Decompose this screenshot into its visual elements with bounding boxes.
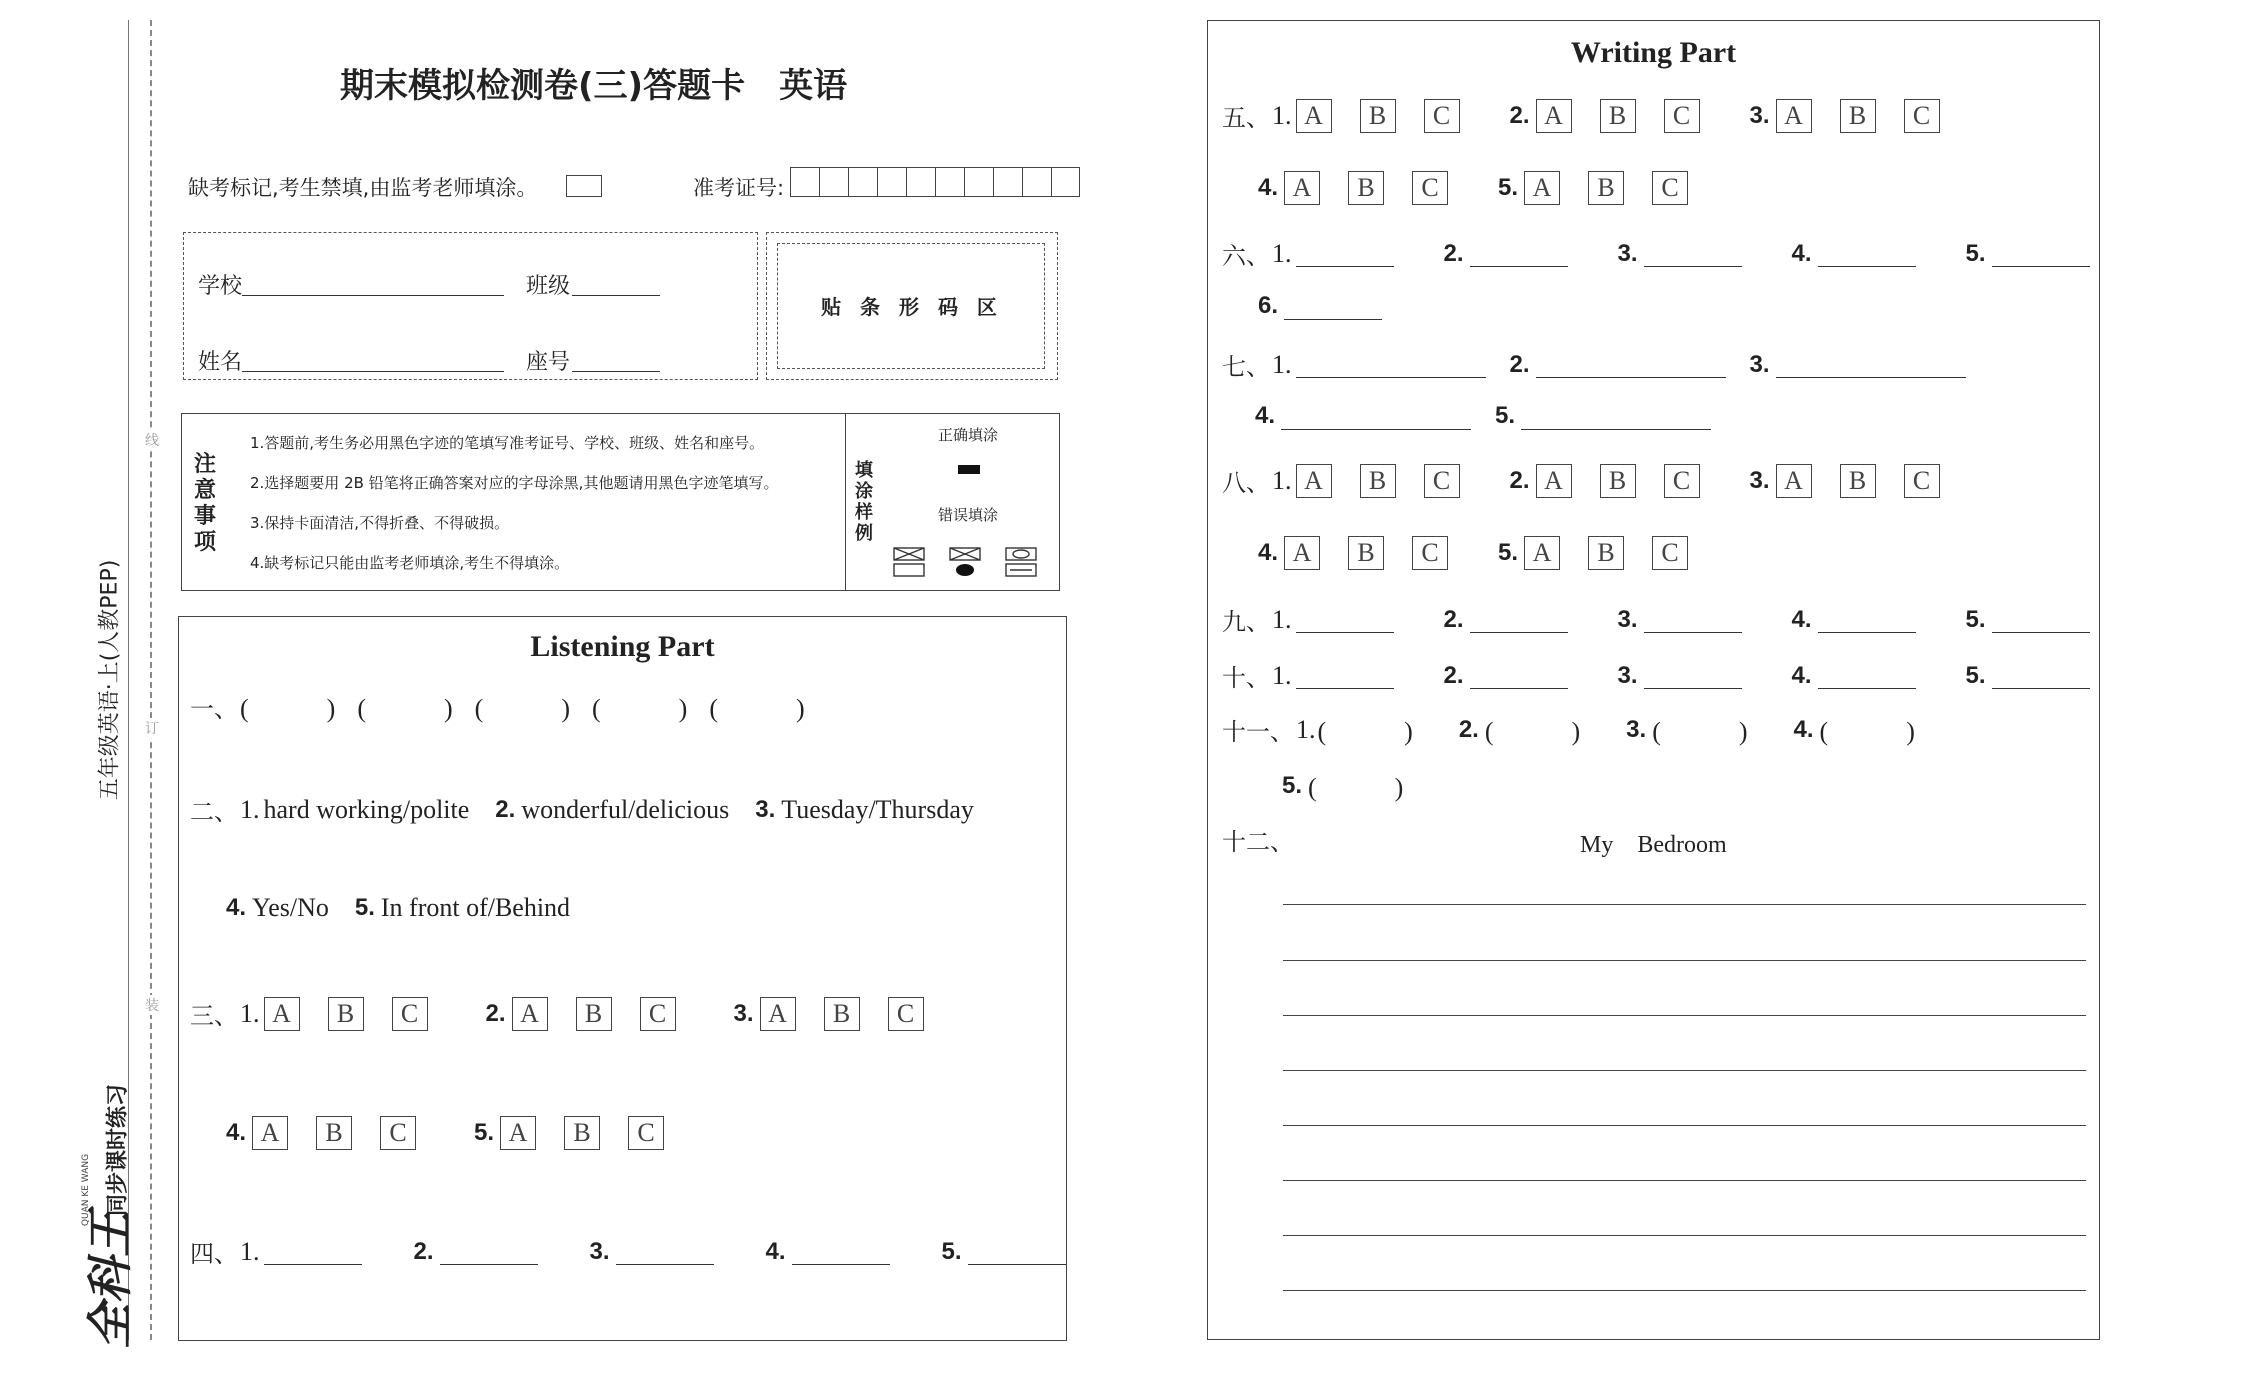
seat-field[interactable]: [572, 371, 660, 372]
writing-q5-row-2: [1258, 171, 1716, 205]
q9-blank-4[interactable]: [1818, 606, 1916, 633]
q5-1-option-b[interactable]: B: [1360, 99, 1396, 133]
q4-num-1: 1.: [240, 1236, 260, 1266]
exam-number-label: 准考证号:: [693, 176, 785, 200]
writing-q9-row: [1222, 602, 2090, 637]
q5-num-1: 1.: [1272, 100, 1292, 130]
q4-blank-3[interactable]: [616, 1238, 714, 1265]
q2-item-3-text[interactable]: Tuesday/Thursday: [781, 794, 974, 824]
absent-note: 缺考标记,考生禁填,由监考老师填涂。: [188, 176, 538, 200]
q5-2-option-c[interactable]: C: [1664, 99, 1700, 133]
listening-q4-row: [190, 1234, 1066, 1269]
barcode-label: 贴 条 形 码 区: [821, 295, 1003, 319]
q3-3-option-c[interactable]: C: [888, 997, 924, 1031]
writing-title: Writing Part: [1570, 36, 1737, 69]
q3-1-option-a[interactable]: A: [264, 997, 300, 1031]
page-title: 期末模拟检测卷(三)答题卡 英语: [340, 66, 848, 106]
class-field[interactable]: [572, 295, 660, 296]
notes-item-1: 1.答题前,考生务必用黑色字迹的笔填写准考证号、学校、班级、姓名和座号。: [250, 434, 765, 452]
q10-blank-2[interactable]: [1470, 662, 1568, 689]
sample-title: 填涂样例: [855, 460, 873, 544]
q2-item-5-text[interactable]: In front of/Behind: [380, 893, 571, 922]
q3-2-option-b[interactable]: B: [576, 997, 612, 1031]
cut-label-line: 线: [145, 430, 159, 450]
q3-2-option-a[interactable]: A: [512, 997, 548, 1031]
q5-3-option-c[interactable]: C: [1904, 99, 1940, 133]
q3-5-option-c[interactable]: C: [628, 1116, 664, 1150]
q8-1-option-a[interactable]: A: [1296, 464, 1332, 498]
q5-label: 五、: [1222, 104, 1270, 132]
q5-num-2: 2.: [1509, 101, 1530, 129]
writing-q11-row-2: [1282, 767, 1403, 804]
q8-4-option-b[interactable]: B: [1348, 536, 1384, 570]
q7-blank-2[interactable]: [1536, 351, 1726, 378]
essay-line-2[interactable]: [1283, 960, 2086, 961]
q7-num-1: 1.: [1272, 349, 1292, 379]
q2-label: 二、: [190, 798, 238, 826]
correct-fill-label: 正确填涂: [938, 426, 999, 444]
q7-blank-1[interactable]: [1296, 351, 1486, 378]
correct-fill-mark: [958, 465, 980, 474]
q10-num-2: 2.: [1443, 661, 1464, 689]
absent-mark-box[interactable]: [566, 175, 602, 197]
listening-q2-row-1: [190, 792, 974, 827]
q5-5-option-b[interactable]: B: [1588, 171, 1624, 205]
q6-blank-2[interactable]: [1470, 240, 1568, 267]
q8-3-option-c[interactable]: C: [1904, 464, 1940, 498]
writing-q11-row-1: [1222, 711, 1915, 748]
q3-label: 三、: [190, 1002, 238, 1030]
q7-num-3: 3.: [1749, 350, 1770, 378]
q7-label: 七、: [1222, 353, 1270, 381]
q6-num-3: 3.: [1617, 239, 1638, 267]
q3-num-3: 3.: [733, 999, 754, 1027]
q5-4-option-c[interactable]: C: [1412, 171, 1448, 205]
q8-4-option-c[interactable]: C: [1412, 536, 1448, 570]
q3-num-4: 4.: [226, 1119, 247, 1146]
student-info-box: [183, 232, 758, 380]
listening-q3-row-2: [226, 1116, 692, 1150]
q4-num-5: 5.: [941, 1237, 962, 1265]
q9-num-5: 5.: [1965, 605, 1986, 633]
q8-num-2: 2.: [1509, 466, 1530, 494]
q5-num-3: 3.: [1749, 101, 1770, 129]
q5-5-option-c[interactable]: C: [1652, 171, 1688, 205]
q5-4-option-b[interactable]: B: [1348, 171, 1384, 205]
q11-answer-1[interactable]: ( ): [1317, 717, 1413, 746]
q6-blank-6[interactable]: [1284, 293, 1382, 320]
q1-answer-3[interactable]: ( ): [474, 694, 570, 723]
q4-num-4: 4.: [765, 1237, 786, 1265]
notes-item-4: 4.缺考标记只能由监考老师填涂,考生不得填涂。: [250, 554, 570, 572]
listening-q1-row: [190, 688, 805, 725]
q8-5-option-b[interactable]: B: [1588, 536, 1624, 570]
cut-label-ding: 订: [145, 718, 159, 738]
brand-subtitle: 同步课时练习: [105, 1083, 131, 1217]
q11-label: 十一、: [1222, 718, 1294, 746]
q6-num-2: 2.: [1443, 239, 1464, 267]
writing-q5-row-1: [1222, 98, 1968, 133]
exam-number-boxes[interactable]: [790, 167, 1080, 197]
q3-4-option-a[interactable]: A: [252, 1116, 288, 1150]
q8-1-option-c[interactable]: C: [1424, 464, 1460, 498]
q3-num-5: 5.: [474, 1119, 495, 1146]
q2-item-5-num: 5.: [354, 894, 375, 921]
book-title: 五年级英语·上(人教PEP): [97, 559, 123, 801]
q10-num-3: 3.: [1617, 661, 1638, 689]
q6-label: 六、: [1222, 242, 1270, 270]
q4-blank-5[interactable]: [968, 1238, 1066, 1265]
q2-item-1-text[interactable]: hard working/polite: [263, 794, 470, 824]
q8-1-option-b[interactable]: B: [1360, 464, 1396, 498]
q9-blank-5[interactable]: [1992, 606, 2090, 633]
school-label: 学校: [198, 274, 243, 299]
notes-item-3: 3.保持卡面清洁,不得折叠、不得破损。: [250, 514, 510, 532]
barcode-area: [766, 232, 1058, 380]
q2-item-3-num: 3.: [755, 795, 776, 823]
writing-q10-row: [1222, 658, 2090, 693]
q4-label: 四、: [190, 1240, 238, 1268]
q8-3-option-a[interactable]: A: [1776, 464, 1812, 498]
q9-num-3: 3.: [1617, 605, 1638, 633]
q6-num-5: 5.: [1965, 239, 1986, 267]
q10-num-5: 5.: [1965, 661, 1986, 689]
q8-num-5: 5.: [1498, 539, 1519, 566]
listening-title: Listening Part: [530, 630, 715, 663]
q5-1-option-a[interactable]: A: [1296, 99, 1332, 133]
q3-4-option-c[interactable]: C: [380, 1116, 416, 1150]
q6-blank-3[interactable]: [1644, 240, 1742, 267]
essay-line-3[interactable]: [1283, 1015, 2086, 1016]
q3-3-option-b[interactable]: B: [824, 997, 860, 1031]
q3-3-option-a[interactable]: A: [760, 997, 796, 1031]
q6-num-6: 6.: [1258, 292, 1279, 319]
class-label: 班级: [526, 274, 571, 299]
writing-q6-row-2: [1258, 292, 1382, 320]
writing-q7-row-1: [1222, 347, 1966, 382]
q7-blank-5[interactable]: [1521, 403, 1711, 430]
q5-3-option-b[interactable]: B: [1840, 99, 1876, 133]
q6-num-1: 1.: [1272, 238, 1292, 268]
writing-q7-row-2: [1255, 402, 1711, 430]
q4-blank-4[interactable]: [792, 1238, 890, 1265]
brand-logo: [72, 1080, 142, 1349]
essay-line-4[interactable]: [1283, 1070, 2086, 1071]
q11-answer-4[interactable]: ( ): [1819, 717, 1915, 746]
q1-answer-1[interactable]: ( ): [240, 694, 336, 723]
listening-q2-row-2: [226, 893, 570, 923]
cut-label-zhuang: 装: [145, 995, 159, 1015]
q10-num-1: 1.: [1272, 660, 1292, 690]
q3-1-option-b[interactable]: B: [328, 997, 364, 1031]
brand-name: 全科王: [83, 1211, 137, 1349]
q9-num-4: 4.: [1791, 605, 1812, 633]
q11-answer-3[interactable]: ( ): [1652, 717, 1748, 746]
q2-item-4-text[interactable]: Yes/No: [252, 893, 329, 922]
q8-4-option-a[interactable]: A: [1284, 536, 1320, 570]
essay-line-1[interactable]: [1283, 904, 2086, 905]
q10-blank-4[interactable]: [1818, 662, 1916, 689]
q9-label: 九、: [1222, 608, 1270, 636]
q4-blank-1[interactable]: [264, 1238, 362, 1265]
q1-answer-2[interactable]: ( ): [357, 694, 453, 723]
q3-2-option-c[interactable]: C: [640, 997, 676, 1031]
q3-num-2: 2.: [485, 999, 506, 1027]
q8-5-option-a[interactable]: A: [1524, 536, 1560, 570]
q8-num-1: 1.: [1272, 465, 1292, 495]
q3-4-option-b[interactable]: B: [316, 1116, 352, 1150]
q7-num-2: 2.: [1509, 350, 1530, 378]
school-field[interactable]: [242, 295, 504, 296]
notes-item-2: 2.选择题要用 2B 铅笔将正确答案对应的字母涂黑,其他题请用黑色字迹笔填写。: [250, 474, 779, 492]
q5-5-option-a[interactable]: A: [1524, 171, 1560, 205]
q1-answer-4[interactable]: ( ): [591, 694, 688, 723]
q9-num-1: 1.: [1272, 604, 1292, 634]
q4-blank-2[interactable]: [440, 1238, 538, 1265]
q3-num-1: 1.: [240, 998, 260, 1028]
q6-blank-5[interactable]: [1992, 240, 2090, 267]
q11-answer-2[interactable]: ( ): [1484, 717, 1581, 746]
q4-num-2: 2.: [413, 1237, 434, 1265]
q3-1-option-c[interactable]: C: [392, 997, 428, 1031]
writing-q8-row-2: [1258, 536, 1716, 570]
wrong-fill-samples: [892, 544, 1042, 580]
q11-num-5: 5.: [1282, 771, 1303, 799]
q5-4-option-a[interactable]: A: [1284, 171, 1320, 205]
q10-blank-3[interactable]: [1644, 662, 1742, 689]
q5-num-4: 4.: [1258, 174, 1279, 201]
notes-title: 注意事项: [194, 452, 217, 555]
q3-5-option-b[interactable]: B: [564, 1116, 600, 1150]
q5-num-5: 5.: [1498, 174, 1519, 201]
essay-line-5[interactable]: [1283, 1125, 2086, 1126]
q9-blank-1[interactable]: [1296, 606, 1394, 633]
q11-num-3: 3.: [1626, 715, 1647, 743]
q8-2-option-a[interactable]: A: [1536, 464, 1572, 498]
q8-2-option-c[interactable]: C: [1664, 464, 1700, 498]
q8-3-option-b[interactable]: B: [1840, 464, 1876, 498]
q9-blank-2[interactable]: [1470, 606, 1568, 633]
q9-num-2: 2.: [1443, 605, 1464, 633]
writing-q8-row-1: [1222, 463, 1968, 498]
writing-q6-row-1: [1222, 236, 2090, 271]
essay-line-7[interactable]: [1283, 1235, 2086, 1236]
q6-num-4: 4.: [1791, 239, 1812, 267]
q7-blank-4[interactable]: [1281, 403, 1471, 430]
wrong-fill-label: 错误填涂: [938, 506, 999, 524]
q8-num-3: 3.: [1749, 466, 1770, 494]
q7-num-5: 5.: [1495, 402, 1516, 429]
name-label: 姓名: [198, 350, 243, 375]
writing-q12-row: [1222, 822, 1296, 857]
q5-3-option-a[interactable]: A: [1776, 99, 1812, 133]
seat-label: 座号: [526, 350, 571, 375]
q8-5-option-c[interactable]: C: [1652, 536, 1688, 570]
q10-blank-1[interactable]: [1296, 662, 1394, 689]
q11-num-1: 1.: [1296, 714, 1316, 744]
q4-num-3: 3.: [589, 1237, 610, 1265]
listening-q3-row-1: [190, 996, 952, 1031]
q2-item-1-num: 1.: [240, 794, 260, 824]
q10-num-4: 4.: [1791, 661, 1812, 689]
q2-item-2-num: 2.: [495, 795, 516, 823]
binding-dashed-line: [150, 20, 152, 1340]
q6-blank-4[interactable]: [1818, 240, 1916, 267]
name-field[interactable]: [242, 371, 504, 372]
q11-num-4: 4.: [1793, 715, 1814, 743]
q6-blank-1[interactable]: [1296, 240, 1394, 267]
q11-answer-5[interactable]: ( ): [1308, 773, 1404, 802]
brand-pinyin: QUAN KE WANG: [81, 1153, 91, 1227]
q1-label: 一、: [190, 695, 238, 723]
q12-label: 十二、: [1222, 828, 1294, 856]
q5-1-option-c[interactable]: C: [1424, 99, 1460, 133]
q2-item-4-num: 4.: [226, 894, 247, 921]
q5-2-option-a[interactable]: A: [1536, 99, 1572, 133]
q8-num-4: 4.: [1258, 539, 1279, 566]
q2-item-2-text[interactable]: wonderful/delicious: [521, 794, 730, 824]
essay-line-8[interactable]: [1283, 1290, 2086, 1291]
notes-box: [181, 413, 1060, 591]
q8-2-option-b[interactable]: B: [1600, 464, 1636, 498]
q5-2-option-b[interactable]: B: [1600, 99, 1636, 133]
q10-label: 十、: [1222, 664, 1270, 692]
q7-num-4: 4.: [1255, 402, 1276, 429]
essay-line-6[interactable]: [1283, 1180, 2086, 1181]
essay-title: My Bedroom: [1580, 832, 1727, 858]
q10-blank-5[interactable]: [1992, 662, 2090, 689]
q7-blank-3[interactable]: [1776, 351, 1966, 378]
q1-answer-5[interactable]: ( ): [709, 694, 805, 723]
q3-5-option-a[interactable]: A: [500, 1116, 536, 1150]
q9-blank-3[interactable]: [1644, 606, 1742, 633]
q8-label: 八、: [1222, 469, 1270, 497]
q11-num-2: 2.: [1458, 715, 1479, 743]
